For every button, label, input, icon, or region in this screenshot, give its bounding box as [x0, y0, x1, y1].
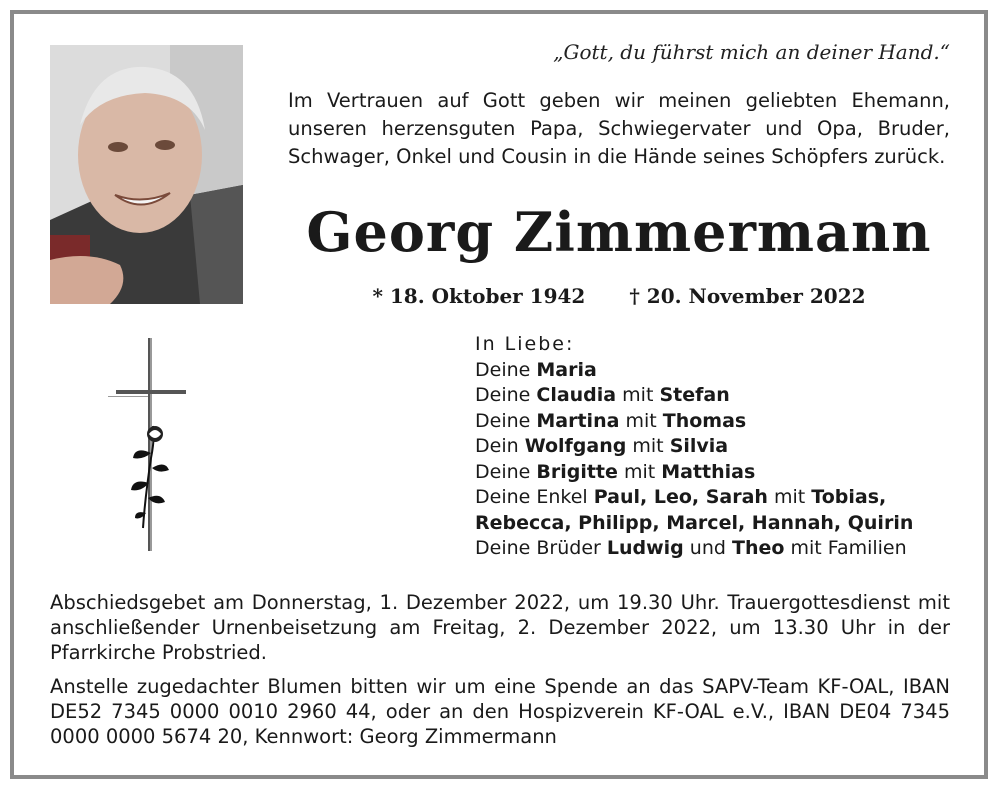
family-text: Deine	[475, 384, 537, 406]
family-name: Matthias	[661, 460, 756, 483]
family-text: mit	[619, 409, 663, 432]
birth-date: * 18. Oktober 1942	[372, 284, 586, 308]
family-text: mit	[617, 460, 662, 483]
family-text: Deine Enkel	[475, 486, 594, 508]
intro-text: Im Vertrauen auf Gott geben wir meinen geliebten Ehemann, unseren herzensguten Papa, Schwiegervater und Opa, Bruder, Schwager, Onkel und Cousin in die Hände seines Schöpfers zurück.	[288, 89, 950, 168]
family-name: Maria	[536, 358, 597, 381]
family-name: Claudia	[536, 384, 617, 406]
family-name: Thomas	[662, 409, 747, 432]
family-text: mit Familien	[784, 537, 907, 559]
family-text: mit	[616, 384, 660, 406]
family-line	[475, 460, 913, 486]
family-name: Stefan	[659, 384, 730, 406]
family-name: Tobias,	[811, 486, 887, 508]
family-name: Paul, Leo, Sarah	[593, 486, 768, 508]
life-dates	[288, 284, 950, 308]
family-line	[475, 434, 913, 460]
family-text: Deine	[475, 409, 537, 432]
family-name: Theo	[732, 537, 785, 559]
cross-rose-icon	[105, 338, 190, 553]
deceased-name: Georg Zimmermann	[306, 200, 932, 264]
family-name: Silvia	[669, 435, 729, 457]
family-name: Brigitte	[536, 460, 618, 483]
family-list	[475, 332, 913, 562]
family-name: Ludwig	[606, 537, 684, 559]
family-line	[475, 511, 913, 537]
family-text: Deine Brüder	[475, 537, 607, 559]
family-name: Martina	[536, 409, 620, 432]
family-text: Dein	[475, 435, 525, 457]
family-heading: In Liebe:	[475, 333, 575, 355]
family-line	[475, 383, 913, 409]
family-text: Deine	[475, 358, 537, 381]
portrait-photo	[50, 45, 243, 304]
family-text: Deine	[475, 460, 537, 483]
family-text: und	[683, 537, 732, 559]
death-date: † 20. November 2022	[629, 284, 866, 308]
family-line	[475, 485, 913, 511]
family-text: mit	[626, 435, 670, 457]
service-info: Abschiedsgebet am Donnerstag, 1. Dezember 2022, um 19.30 Uhr. Trauergottesdienst mit anschließender Urnenbeisetzung am Freitag, 2. Dezember 2022, um 13.30 Uhr in der Pfarrkirche Probstried.	[50, 591, 950, 664]
donation-info: Anstelle zugedachter Blumen bitten wir um eine Spende an das SAPV-Team KF-OAL, IBAN DE52 7345 0000 0010 2960 44, oder an den Hospizverein KF-OAL e.V., IBAN DE04 7345 0000 0000 5674 20, Kennwort: Georg Zimmermann	[50, 675, 950, 748]
family-name: Wolfgang	[524, 435, 627, 457]
family-line	[475, 358, 913, 384]
family-line	[475, 536, 913, 562]
family-text: mit	[767, 486, 812, 508]
family-name: Rebecca, Philipp, Marcel, Hannah, Quirin	[475, 511, 914, 534]
family-line	[475, 409, 913, 435]
quote: „Gott, du führst mich an deiner Hand.“	[553, 40, 950, 64]
